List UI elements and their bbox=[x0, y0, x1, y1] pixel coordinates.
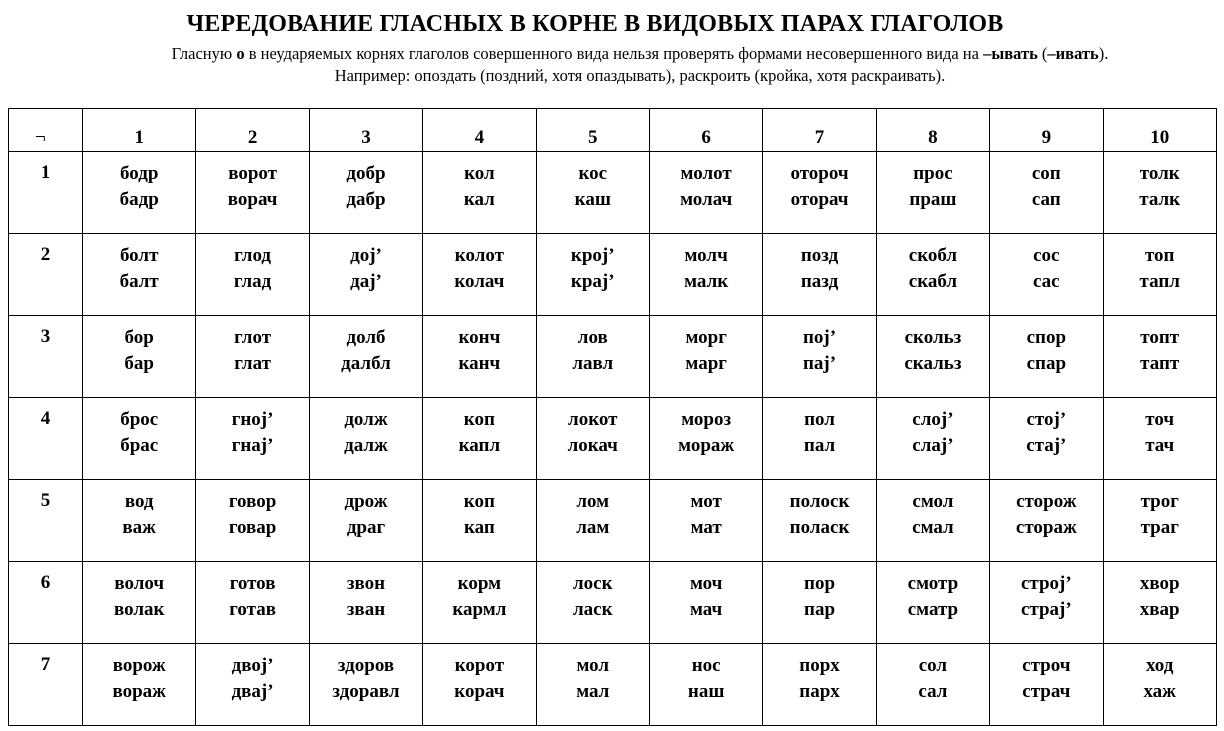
rule-text-3: ( bbox=[1037, 44, 1048, 63]
root-pair-cell bbox=[990, 234, 1103, 316]
table-row bbox=[9, 316, 1217, 398]
column-header: 7 bbox=[763, 109, 876, 152]
root-pair-cell bbox=[536, 316, 649, 398]
root-pair-cell bbox=[990, 480, 1103, 562]
root-perfective: глод bbox=[234, 245, 272, 266]
root-imperfective: глат bbox=[234, 353, 271, 374]
table-body bbox=[9, 109, 1217, 726]
root-pair-cell bbox=[876, 316, 989, 398]
root-imperfective: канч bbox=[458, 353, 501, 374]
root-perfective: глот bbox=[234, 327, 272, 348]
root-pair-cell bbox=[649, 398, 762, 480]
root-imperfective: пазд bbox=[800, 271, 839, 292]
root-perfective: болт bbox=[119, 245, 159, 266]
root-pair-cell bbox=[649, 562, 762, 644]
root-pair-cell bbox=[536, 398, 649, 480]
root-imperfective: драг bbox=[346, 517, 386, 538]
column-header: 10 bbox=[1103, 109, 1216, 152]
root-pair-cell bbox=[83, 316, 196, 398]
root-perfective: прос bbox=[913, 163, 953, 184]
root-imperfective: мал bbox=[576, 681, 610, 702]
root-perfective: строч bbox=[1022, 655, 1071, 676]
root-perfective: мол bbox=[576, 655, 610, 676]
root-perfective: стоj’ bbox=[1026, 409, 1067, 430]
root-perfective: сос bbox=[1033, 245, 1060, 266]
root-perfective: корот bbox=[454, 655, 505, 676]
root-pair-cell bbox=[196, 152, 309, 234]
column-header: 9 bbox=[990, 109, 1103, 152]
root-perfective: пол bbox=[804, 409, 835, 430]
root-perfective: лов bbox=[577, 327, 608, 348]
root-perfective: доj’ bbox=[350, 245, 382, 266]
root-pair-cell bbox=[1103, 234, 1216, 316]
root-imperfective: кап bbox=[463, 517, 495, 538]
root-perfective: кол bbox=[464, 163, 495, 184]
root-imperfective: оторач bbox=[790, 189, 849, 210]
root-perfective: кроj’ bbox=[570, 245, 615, 266]
root-imperfective: смал bbox=[912, 517, 954, 538]
root-perfective: строj’ bbox=[1020, 573, 1072, 594]
page-title: ЧЕРЕДОВАНИЕ ГЛАСНЫХ В КОРНЕ В ВИДОВЫХ ПАРАХ ГЛАГОЛОВ bbox=[186, 11, 1004, 37]
root-imperfective: стаj’ bbox=[1026, 435, 1067, 456]
root-perfective: пор bbox=[804, 573, 836, 594]
root-perfective: ворот bbox=[228, 163, 277, 184]
root-perfective: смол bbox=[912, 491, 954, 512]
column-header: 5 bbox=[536, 109, 649, 152]
root-perfective: бор bbox=[124, 327, 154, 348]
root-pair-cell bbox=[196, 562, 309, 644]
root-pair-cell bbox=[763, 234, 876, 316]
root-pair-cell bbox=[990, 316, 1103, 398]
root-imperfective: кал bbox=[463, 189, 495, 210]
root-pair-cell bbox=[990, 644, 1103, 726]
root-pair-cell bbox=[309, 480, 422, 562]
root-imperfective: каш bbox=[574, 189, 611, 210]
root-pair-cell bbox=[763, 398, 876, 480]
root-imperfective: праш bbox=[909, 189, 957, 210]
root-perfective: лоск bbox=[572, 573, 613, 594]
root-imperfective: тач bbox=[1145, 435, 1175, 456]
root-pair-cell bbox=[876, 152, 989, 234]
root-imperfective: гнаj’ bbox=[231, 435, 274, 456]
root-perfective: соп bbox=[1031, 163, 1061, 184]
table-header-row bbox=[9, 109, 1217, 152]
root-perfective: брос bbox=[120, 409, 159, 430]
root-pair-cell bbox=[423, 480, 536, 562]
root-imperfective: волак bbox=[113, 599, 165, 620]
root-pair-cell bbox=[83, 398, 196, 480]
root-pair-cell bbox=[309, 398, 422, 480]
root-perfective: корм bbox=[457, 573, 502, 594]
root-perfective: молч bbox=[684, 245, 728, 266]
root-pair-cell bbox=[83, 152, 196, 234]
root-perfective: дрож bbox=[344, 491, 388, 512]
root-perfective: позд bbox=[800, 245, 839, 266]
root-imperfective: корач bbox=[454, 681, 505, 702]
root-perfective: моч bbox=[689, 573, 723, 594]
root-imperfective: даj’ bbox=[350, 271, 382, 292]
root-perfective: скобл bbox=[908, 245, 958, 266]
root-pair-cell bbox=[649, 234, 762, 316]
root-imperfective: говар bbox=[228, 517, 277, 538]
root-perfective: хвор bbox=[1139, 573, 1180, 594]
root-imperfective: балт bbox=[119, 271, 159, 292]
root-pair-cell bbox=[649, 316, 762, 398]
root-perfective: готов bbox=[229, 573, 276, 594]
root-perfective: мот bbox=[690, 491, 722, 512]
root-pair-cell bbox=[196, 234, 309, 316]
root-perfective: нос bbox=[691, 655, 721, 676]
root-pair-cell bbox=[196, 644, 309, 726]
root-perfective: слоj’ bbox=[912, 409, 954, 430]
root-pair-cell bbox=[763, 152, 876, 234]
root-imperfective: сап bbox=[1031, 189, 1061, 210]
root-imperfective: дабр bbox=[346, 189, 386, 210]
root-perfective: смотр bbox=[907, 573, 959, 594]
column-header: 8 bbox=[876, 109, 989, 152]
rule-text-2: в неударяемых корнях глаголов совершенного вида нельзя проверять формами несовершенного вида на bbox=[244, 44, 984, 63]
rule-text-1: Гласную bbox=[171, 44, 237, 63]
root-imperfective: сас bbox=[1033, 271, 1060, 292]
root-perfective: локот bbox=[568, 409, 618, 430]
root-imperfective: ласк bbox=[572, 599, 613, 620]
root-pair-cell bbox=[876, 480, 989, 562]
root-perfective: топт bbox=[1140, 327, 1180, 348]
root-pair-cell bbox=[990, 152, 1103, 234]
root-pair-cell bbox=[536, 234, 649, 316]
root-perfective: добр bbox=[346, 163, 386, 184]
root-imperfective: страч bbox=[1022, 681, 1071, 702]
root-perfective: лом bbox=[576, 491, 610, 512]
column-header: 2 bbox=[196, 109, 309, 152]
root-imperfective: пар bbox=[804, 599, 836, 620]
root-pair-cell bbox=[423, 234, 536, 316]
root-perfective: конч bbox=[458, 327, 501, 348]
root-imperfective: тапл bbox=[1139, 271, 1180, 292]
root-imperfective: пал bbox=[803, 435, 836, 456]
root-imperfective: сал bbox=[918, 681, 948, 702]
root-pair-cell bbox=[423, 644, 536, 726]
rule-note bbox=[0, 44, 1224, 64]
root-pair-cell bbox=[423, 562, 536, 644]
rule-text-4: ). bbox=[1098, 44, 1109, 63]
root-pair-cell bbox=[649, 480, 762, 562]
root-perfective: морг bbox=[685, 327, 727, 348]
root-perfective: бодр bbox=[120, 163, 159, 184]
root-perfective: молот bbox=[680, 163, 732, 184]
root-imperfective: хаж bbox=[1143, 681, 1176, 702]
row-number: 1 bbox=[9, 152, 83, 234]
root-perfective: двоj’ bbox=[231, 655, 274, 676]
row-number: 6 bbox=[9, 562, 83, 644]
root-imperfective: готав bbox=[229, 599, 276, 620]
root-pair-cell bbox=[423, 398, 536, 480]
root-perfective: толк bbox=[1139, 163, 1180, 184]
root-imperfective: кармл bbox=[452, 599, 507, 620]
root-imperfective: скабл bbox=[908, 271, 958, 292]
alternation-table bbox=[8, 108, 1217, 726]
root-pair-cell bbox=[309, 234, 422, 316]
root-imperfective: лам bbox=[576, 517, 610, 538]
column-header: 1 bbox=[83, 109, 196, 152]
root-imperfective: здоравл bbox=[332, 681, 400, 702]
root-perfective: здоров bbox=[337, 655, 395, 676]
root-pair-cell bbox=[1103, 644, 1216, 726]
root-imperfective: марг bbox=[685, 353, 727, 374]
root-pair-cell bbox=[536, 562, 649, 644]
root-pair-cell bbox=[196, 316, 309, 398]
root-imperfective: парх bbox=[799, 681, 840, 702]
row-number: 3 bbox=[9, 316, 83, 398]
rule-suffix-1: –ывать bbox=[983, 44, 1038, 63]
root-imperfective: спар bbox=[1026, 353, 1067, 374]
root-pair-cell bbox=[423, 316, 536, 398]
root-perfective: сол bbox=[918, 655, 948, 676]
root-imperfective: лавл bbox=[572, 353, 614, 374]
root-pair-cell bbox=[196, 398, 309, 480]
root-perfective: кос bbox=[578, 163, 608, 184]
root-perfective: сторож bbox=[1016, 491, 1077, 512]
root-imperfective: наш bbox=[687, 681, 725, 702]
root-pair-cell bbox=[1103, 562, 1216, 644]
root-perfective: отороч bbox=[790, 163, 849, 184]
root-perfective: ворож bbox=[112, 655, 166, 676]
root-perfective: полоск bbox=[789, 491, 850, 512]
root-pair-cell bbox=[1103, 152, 1216, 234]
root-pair-cell bbox=[83, 644, 196, 726]
root-imperfective: страj’ bbox=[1020, 599, 1072, 620]
root-imperfective: паj’ bbox=[802, 353, 837, 374]
column-header: 6 bbox=[649, 109, 762, 152]
root-imperfective: капл bbox=[458, 435, 501, 456]
root-pair-cell bbox=[876, 644, 989, 726]
root-perfective: вод bbox=[124, 491, 154, 512]
root-pair-cell bbox=[1103, 316, 1216, 398]
root-perfective: коп bbox=[463, 409, 495, 430]
root-pair-cell bbox=[876, 234, 989, 316]
root-pair-cell bbox=[423, 152, 536, 234]
root-perfective: колот bbox=[454, 245, 504, 266]
root-pair-cell bbox=[649, 644, 762, 726]
root-pair-cell bbox=[536, 480, 649, 562]
root-pair-cell bbox=[763, 480, 876, 562]
row-number: 5 bbox=[9, 480, 83, 562]
root-imperfective: зван bbox=[346, 599, 386, 620]
root-pair-cell bbox=[309, 644, 422, 726]
root-perfective: долб bbox=[346, 327, 386, 348]
root-imperfective: локач bbox=[567, 435, 618, 456]
root-pair-cell bbox=[83, 562, 196, 644]
row-number: 2 bbox=[9, 234, 83, 316]
root-pair-cell bbox=[83, 234, 196, 316]
root-imperfective: важ bbox=[122, 517, 156, 538]
table-corner: ¬ bbox=[9, 109, 83, 152]
root-imperfective: бар bbox=[124, 353, 154, 374]
root-imperfective: малк bbox=[684, 271, 729, 292]
table-row bbox=[9, 234, 1217, 316]
column-header: 3 bbox=[309, 109, 422, 152]
root-perfective: топ bbox=[1144, 245, 1175, 266]
row-number: 4 bbox=[9, 398, 83, 480]
root-imperfective: поласк bbox=[789, 517, 850, 538]
root-imperfective: траг bbox=[1140, 517, 1179, 538]
root-pair-cell bbox=[536, 152, 649, 234]
root-imperfective: тапт bbox=[1140, 353, 1180, 374]
root-imperfective: скальз bbox=[904, 353, 962, 374]
rule-suffix-2: –ивать bbox=[1047, 44, 1099, 63]
root-perfective: спор bbox=[1026, 327, 1067, 348]
root-pair-cell bbox=[763, 562, 876, 644]
root-perfective: точ bbox=[1145, 409, 1175, 430]
root-imperfective: сматр bbox=[907, 599, 959, 620]
root-pair-cell bbox=[649, 152, 762, 234]
column-header: 4 bbox=[423, 109, 536, 152]
table-row bbox=[9, 644, 1217, 726]
root-perfective: ход bbox=[1146, 655, 1174, 676]
root-perfective: долж bbox=[344, 409, 388, 430]
root-imperfective: дваj’ bbox=[231, 681, 274, 702]
table-row bbox=[9, 562, 1217, 644]
root-imperfective: краj’ bbox=[570, 271, 615, 292]
root-pair-cell bbox=[876, 562, 989, 644]
table-row bbox=[9, 480, 1217, 562]
root-imperfective: ворач bbox=[227, 189, 278, 210]
root-perfective: мороз bbox=[681, 409, 732, 430]
root-imperfective: глад bbox=[233, 271, 272, 292]
root-perfective: волоч bbox=[114, 573, 165, 594]
table-row bbox=[9, 398, 1217, 480]
root-imperfective: молач bbox=[680, 189, 733, 210]
root-imperfective: брас bbox=[120, 435, 159, 456]
root-perfective: порх bbox=[799, 655, 840, 676]
root-imperfective: вораж bbox=[112, 681, 166, 702]
root-pair-cell bbox=[309, 152, 422, 234]
root-pair-cell bbox=[196, 480, 309, 562]
root-pair-cell bbox=[83, 480, 196, 562]
root-imperfective: мат bbox=[690, 517, 722, 538]
root-pair-cell bbox=[990, 398, 1103, 480]
root-perfective: коп bbox=[463, 491, 495, 512]
example-note: Например: опоздать (поздний, хотя опаздывать), раскроить (кройка, хотя раскраивать). bbox=[334, 66, 946, 85]
root-pair-cell bbox=[1103, 480, 1216, 562]
root-perfective: звон bbox=[346, 573, 386, 594]
root-imperfective: мораж bbox=[678, 435, 735, 456]
root-imperfective: бадр bbox=[119, 189, 159, 210]
root-imperfective: стораж bbox=[1015, 517, 1077, 538]
row-number: 7 bbox=[9, 644, 83, 726]
root-perfective: поj’ bbox=[802, 327, 837, 348]
root-pair-cell bbox=[536, 644, 649, 726]
root-pair-cell bbox=[990, 562, 1103, 644]
root-imperfective: мач bbox=[690, 599, 723, 620]
root-perfective: говор bbox=[228, 491, 277, 512]
root-imperfective: талк bbox=[1139, 189, 1181, 210]
root-pair-cell bbox=[1103, 398, 1216, 480]
table-row bbox=[9, 152, 1217, 234]
root-pair-cell bbox=[309, 562, 422, 644]
root-imperfective: колач bbox=[454, 271, 505, 292]
root-imperfective: слаj’ bbox=[912, 435, 954, 456]
root-perfective: трог bbox=[1140, 491, 1179, 512]
root-imperfective: хвар bbox=[1139, 599, 1180, 620]
root-perfective: гноj’ bbox=[231, 409, 274, 430]
root-pair-cell bbox=[309, 316, 422, 398]
root-imperfective: далбл bbox=[341, 353, 391, 374]
root-imperfective: далж bbox=[344, 435, 388, 456]
root-perfective: скольз bbox=[904, 327, 962, 348]
root-pair-cell bbox=[763, 644, 876, 726]
root-pair-cell bbox=[876, 398, 989, 480]
root-pair-cell bbox=[763, 316, 876, 398]
rule-letter: о bbox=[236, 44, 245, 63]
